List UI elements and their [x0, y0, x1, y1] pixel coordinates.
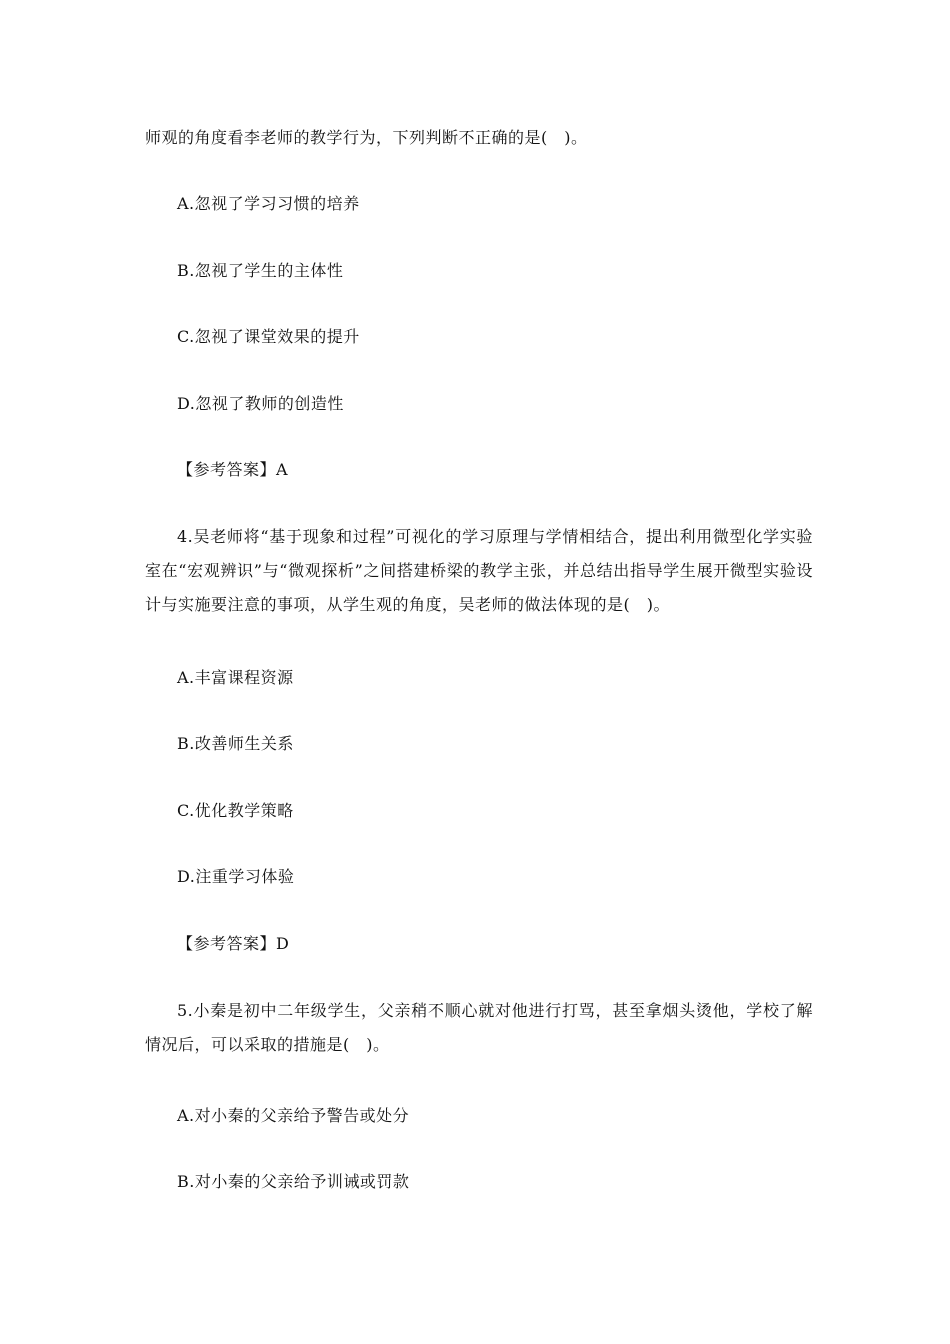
q3-option-b: B.忽视了学生的主体性 [177, 261, 344, 280]
q5-option-a: A.对小秦的父亲给予警告或处分 [177, 1106, 410, 1125]
q4-option-b: B.改善师生关系 [177, 734, 294, 753]
q5-option-b: B.对小秦的父亲给予训诫或罚款 [177, 1172, 410, 1191]
q3-option-a: A.忽视了学习习惯的培养 [177, 194, 360, 213]
q3-option-d: D.忽视了教师的创造性 [177, 394, 344, 413]
q4-option-c: C.优化教学策略 [177, 801, 294, 820]
q3-option-c: C.忽视了课堂效果的提升 [177, 327, 360, 346]
q4-answer: 【参考答案】D [177, 934, 290, 953]
q3-answer: 【参考答案】A [177, 460, 289, 479]
q5-stem: 5.小秦是初中二年级学生，父亲稍不顺心就对他进行打骂，甚至拿烟头烫他，学校了解情况后，可以采取的措施是( )。 [145, 1001, 813, 1054]
q3-stem-tail: 师观的角度看李老师的教学行为，下列判断不正确的是( )。 [145, 128, 588, 147]
q4-stem: 4.吴老师将“基于现象和过程”可视化的学习原理与学情相结合，提出利用微型化学实验室在“宏观辨识”与“微观探析”之间搭建桥梁的教学主张，并总结出指导学生展开微型实验设计与实施要注意的事项，从学生观的角度，吴老师的做法体现的是( )。 [145, 527, 813, 614]
q4-option-a: A.丰富课程资源 [177, 668, 294, 687]
q4-option-d: D.注重学习体验 [177, 867, 295, 886]
